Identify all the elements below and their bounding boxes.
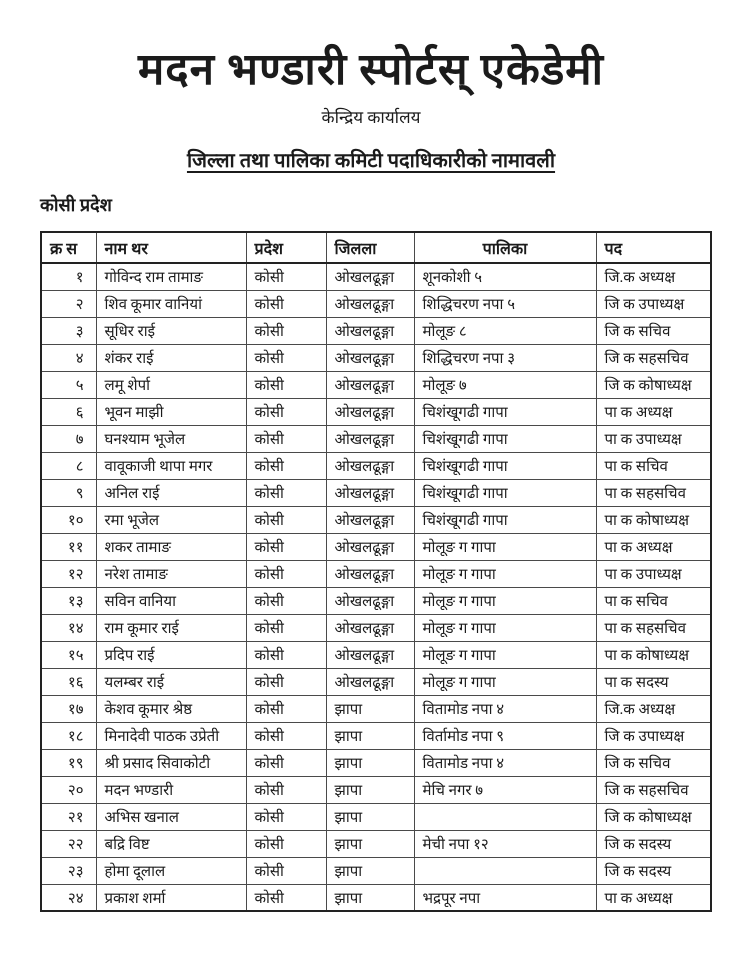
serial-cell: १ [41,263,96,290]
district-cell: ओखलढूङ्गा [326,290,414,317]
table-row [41,533,711,560]
column-header-position: पद [596,232,711,263]
district-cell: झापा [326,830,414,857]
position-cell: जि क कोषाध्यक्ष [596,803,711,830]
palika-cell: चिशंखूगढी गापा [414,425,596,452]
name-cell: मिनादेवी पाठक उप्रेती [96,722,246,749]
name-cell: राम कूमार राई [96,614,246,641]
page-subtitle: केन्द्रिय कार्यालय [321,108,421,128]
name-cell: सविन वानिया [96,587,246,614]
serial-cell: ११ [41,533,96,560]
serial-cell: १२ [41,560,96,587]
position-cell: पा क उपाध्यक्ष [596,425,711,452]
district-cell: ओखलढूङ्गा [326,452,414,479]
district-cell: ओखलढूङ्गा [326,398,414,425]
table-row [41,668,711,695]
palika-cell: वितामोड नपा ४ [414,749,596,776]
palika-cell: मोलूङ ग गापा [414,587,596,614]
table-row [41,830,711,857]
position-cell: जि.क अध्यक्ष [596,695,711,722]
position-cell: पा क कोषाध्यक्ष [596,506,711,533]
district-cell: ओखलढूङ्गा [326,668,414,695]
name-cell: अभिस खनाल [96,803,246,830]
serial-cell: १६ [41,668,96,695]
name-cell: शंकर राई [96,344,246,371]
district-cell: झापा [326,803,414,830]
district-cell: ओखलढूङ्गा [326,344,414,371]
palika-cell: चिशंखूगढी गापा [414,506,596,533]
district-cell: ओखलढूङ्गा [326,425,414,452]
serial-cell: ७ [41,425,96,452]
name-cell: केशव कूमार श्रेष्ठ [96,695,246,722]
page-title: मदन भण्डारी स्पोर्टस् एकेडेमी [137,45,605,94]
serial-cell: २२ [41,830,96,857]
district-cell: ओखलढूङ्गा [326,317,414,344]
position-cell: पा क सदस्य [596,668,711,695]
serial-cell: ८ [41,452,96,479]
province-cell: कोसी [246,560,326,587]
name-cell: प्रकाश शर्मा [96,884,246,911]
name-cell: शिव कूमार वानियां [96,290,246,317]
province-cell: कोसी [246,587,326,614]
position-cell: पा क अध्यक्ष [596,533,711,560]
table-row [41,452,711,479]
position-cell: पा क सहसचिव [596,614,711,641]
district-cell: झापा [326,695,414,722]
name-cell: रमा भूजेल [96,506,246,533]
palika-cell: वितामोड नपा ४ [414,695,596,722]
province-cell: कोसी [246,263,326,290]
serial-cell: २० [41,776,96,803]
serial-cell: २१ [41,803,96,830]
district-cell: ओखलढूङ्गा [326,263,414,290]
table-row [41,776,711,803]
name-cell: नरेश तामाङ [96,560,246,587]
name-cell: अनिल राई [96,479,246,506]
province-cell: कोसी [246,722,326,749]
table-row [41,479,711,506]
list-heading: जिल्ला तथा पालिका कमिटी पदाधिकारीको नामावली [186,150,556,173]
province-cell: कोसी [246,857,326,884]
province-cell: कोसी [246,317,326,344]
column-header-serial: क्र स [41,232,96,263]
position-cell: जि क उपाध्यक्ष [596,290,711,317]
position-cell: जि.क अध्यक्ष [596,263,711,290]
province-cell: कोसी [246,533,326,560]
serial-cell: १७ [41,695,96,722]
province-cell: कोसी [246,830,326,857]
palika-cell: चिशंखूगढी गापा [414,479,596,506]
province-cell: कोसी [246,506,326,533]
table-row [41,506,711,533]
district-cell: झापा [326,857,414,884]
palika-cell: मोलूङ ८ [414,317,596,344]
position-cell: जि क सदस्य [596,830,711,857]
table-row [41,263,711,290]
district-cell: झापा [326,884,414,911]
palika-cell: मेची नपा १२ [414,830,596,857]
province-cell: कोसी [246,803,326,830]
table-row [41,614,711,641]
serial-cell: १५ [41,641,96,668]
position-cell: पा क अध्यक्ष [596,398,711,425]
palika-cell [414,857,596,884]
palika-cell: चिशंखूगढी गापा [414,452,596,479]
table-row [41,884,711,911]
name-cell: प्रदिप राई [96,641,246,668]
name-cell: वावूकाजी थापा मगर [96,452,246,479]
district-cell: ओखलढूङ्गा [326,641,414,668]
serial-cell: ५ [41,371,96,398]
table-row [41,695,711,722]
serial-cell: २ [41,290,96,317]
palika-cell: मोलूङ ग गापा [414,668,596,695]
name-cell: लमू शेर्पा [96,371,246,398]
province-cell: कोसी [246,749,326,776]
position-cell: जि क सचिव [596,317,711,344]
section-label-province: कोसी प्रदेश [40,195,112,216]
palika-cell: मेचि नगर ७ [414,776,596,803]
position-cell: जि क कोषाध्यक्ष [596,371,711,398]
name-cell: सूधिर राई [96,317,246,344]
table-row [41,803,711,830]
palika-cell: शिद्धिचरण नपा ५ [414,290,596,317]
district-cell: झापा [326,776,414,803]
serial-cell: १९ [41,749,96,776]
province-cell: कोसी [246,425,326,452]
province-cell: कोसी [246,884,326,911]
column-header-name: नाम थर [96,232,246,263]
province-cell: कोसी [246,776,326,803]
serial-cell: ६ [41,398,96,425]
serial-cell: ९ [41,479,96,506]
name-cell: बद्रि विष्ट [96,830,246,857]
table-row [41,587,711,614]
palika-cell: विर्तामोड नपा ९ [414,722,596,749]
table-row [41,344,711,371]
district-cell: ओखलढूङ्गा [326,371,414,398]
table-row [41,641,711,668]
palika-cell: मोलूङ ग गापा [414,614,596,641]
table-row [41,317,711,344]
officials-table [40,231,712,912]
position-cell: पा क कोषाध्यक्ष [596,641,711,668]
serial-cell: १८ [41,722,96,749]
column-header-district: जिलला [326,232,414,263]
position-cell: जि क सचिव [596,749,711,776]
position-cell: जि क सदस्य [596,857,711,884]
province-cell: कोसी [246,344,326,371]
serial-cell: २४ [41,884,96,911]
position-cell: जि क सहसचिव [596,344,711,371]
province-cell: कोसी [246,641,326,668]
district-cell: झापा [326,722,414,749]
table-row [41,560,711,587]
table-row [41,749,711,776]
district-cell: ओखलढूङ्गा [326,506,414,533]
table-row [41,398,711,425]
name-cell: श्री प्रसाद सिवाकोटी [96,749,246,776]
palika-cell: शूनकोशी ५ [414,263,596,290]
table-header-row [41,232,711,263]
palika-cell [414,803,596,830]
province-cell: कोसी [246,479,326,506]
position-cell: पा क सचिव [596,587,711,614]
province-cell: कोसी [246,290,326,317]
name-cell: घनश्याम भूजेल [96,425,246,452]
position-cell: पा क उपाध्यक्ष [596,560,711,587]
province-cell: कोसी [246,371,326,398]
province-cell: कोसी [246,398,326,425]
name-cell: शकर तामाङ [96,533,246,560]
province-cell: कोसी [246,614,326,641]
column-header-province: प्रदेश [246,232,326,263]
palika-cell: मोलूङ ग गापा [414,560,596,587]
table-row [41,371,711,398]
table-row [41,857,711,884]
district-cell: झापा [326,749,414,776]
position-cell: जि क सहसचिव [596,776,711,803]
district-cell: ओखलढूङ्गा [326,614,414,641]
name-cell: मदन भण्डारी [96,776,246,803]
name-cell: भूवन माझी [96,398,246,425]
name-cell: होमा दूलाल [96,857,246,884]
district-cell: ओखलढूङ्गा [326,587,414,614]
district-cell: ओखलढूङ्गा [326,533,414,560]
palika-cell: मोलूङ ग गापा [414,533,596,560]
position-cell: जि क उपाध्यक्ष [596,722,711,749]
palika-cell: भद्रपूर नपा [414,884,596,911]
palika-cell: मोलूङ ७ [414,371,596,398]
table-row [41,722,711,749]
province-cell: कोसी [246,452,326,479]
name-cell: यलम्बर राई [96,668,246,695]
table-row [41,290,711,317]
position-cell: पा क सहसचिव [596,479,711,506]
province-cell: कोसी [246,668,326,695]
serial-cell: १४ [41,614,96,641]
district-cell: ओखलढूङ्गा [326,560,414,587]
column-header-palika: पालिका [414,232,596,263]
district-cell: ओखलढूङ्गा [326,479,414,506]
palika-cell: चिशंखूगढी गापा [414,398,596,425]
serial-cell: ३ [41,317,96,344]
position-cell: पा क सचिव [596,452,711,479]
serial-cell: १० [41,506,96,533]
palika-cell: मोलूङ ग गापा [414,641,596,668]
province-cell: कोसी [246,695,326,722]
palika-cell: शिद्धिचरण नपा ३ [414,344,596,371]
table-row [41,425,711,452]
name-cell: गोविन्द राम तामाङ [96,263,246,290]
position-cell: पा क अध्यक्ष [596,884,711,911]
serial-cell: ४ [41,344,96,371]
serial-cell: १३ [41,587,96,614]
table-body [41,263,711,911]
serial-cell: २३ [41,857,96,884]
